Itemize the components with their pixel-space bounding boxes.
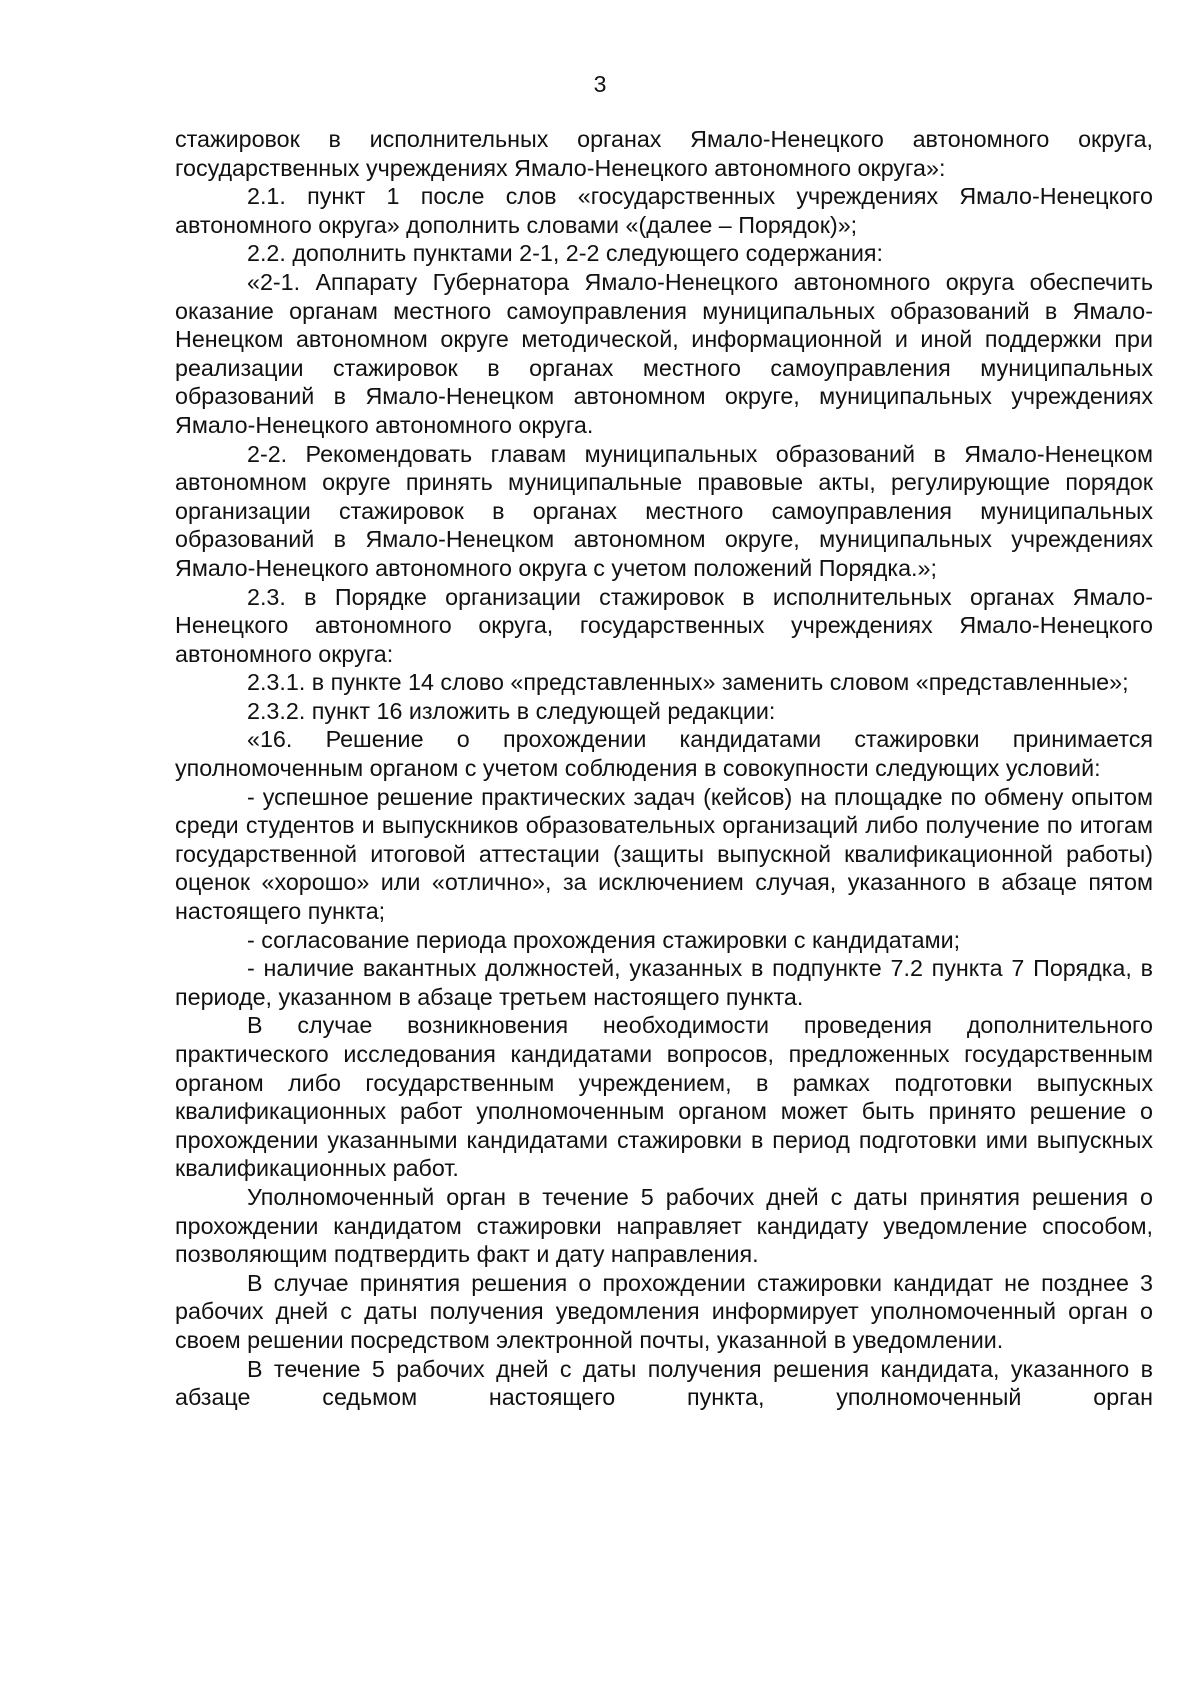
paragraph: 2.3.2. пункт 16 изложить в следующей редакции:: [247, 697, 776, 724]
paragraph: - наличие вакантных должностей, указанных в подпункте 7.2 пункта 7 Порядка, в периоде, указанном в абзаце третьем настоящего пункта.: [175, 955, 1153, 1010]
page-number: 3: [593, 71, 607, 97]
paragraph: 2-2. Рекомендовать главам муниципальных образований в Ямало-Ненецком автономном округе принять муниципальные правовые акты, регулирующие порядок организации стажировок в органах местного самоуправления муниципальных образований в Ямало-Ненецком автономном округе, муниципальных учреждениях Ямало-Ненецкого автономного округа с учетом положений Порядка.»;: [175, 440, 1153, 581]
paragraph: «2-1. Аппарату Губернатора Ямало-Ненецкого автономного округа обеспечить оказание органам местного самоуправления муниципальных образований в Ямало-Ненецком автономном округе методической, информационной и иной поддержки при реализации стажировок в органах местного самоуправления муниципальных образований в Ямало-Ненецком автономном округе, муниципальных учреждениях Ямало-Ненецкого автономного округа.: [175, 268, 1153, 438]
paragraph: - успешное решение практических задач (кейсов) на площадке по обмену опытом среди студентов и выпускников образовательных организаций либо получение по итогам государственной итоговой аттестации (защиты выпускной квалификационной работы) оценок «хорошо» или «отлично», за исключением случая, указанного в абзаце пятом настоящего пункта;: [175, 783, 1153, 925]
paragraph: 2.2. дополнить пунктами 2-1, 2-2 следующего содержания:: [247, 240, 883, 267]
paragraph: 2.1. пункт 1 после слов «государственных учреждениях Ямало-Ненецкого автономного округа» дополнить словами «(далее – Порядок)»;: [175, 183, 1153, 238]
paragraph: Уполномоченный орган в течение 5 рабочих дней с даты принятия решения о прохождении кандидатом стажировки направляет кандидату уведомление способом, позволяющим подтвердить факт и дату направления.: [175, 1183, 1153, 1268]
document-body: [175, 125, 1153, 1412]
paragraph: 2.3.1. в пункте 14 слово «представленных» заменить словом «представленные»;: [247, 669, 1129, 696]
paragraph: «16. Решение о прохождении кандидатами стажировки принимается уполномоченным органом с учетом соблюдения в совокупности следующих условий:: [175, 726, 1153, 782]
paragraph: стажировок в исполнительных органах Ямало-Ненецкого автономного округа, государственных учреждениях Ямало-Ненецкого автономного округа»:: [175, 126, 1153, 181]
paragraph: В случае возникновения необходимости проведения дополнительного практического исследования кандидатами вопросов, предложенных государственным органом либо государственным учреждением, в рамках подготовки выпускных квалификационных работ уполномоченным органом может быть принято решение о прохождении указанными кандидатами стажировки в период подготовки ими выпускных квалификационных работ.: [175, 1012, 1153, 1182]
paragraph: В течение 5 рабочих дней с даты получения решения кандидата, указанного в абзаце седьмом настоящего пункта, уполномоченный орган: [175, 1355, 1153, 1411]
paragraph: В случае принятия решения о прохождении стажировки кандидат не позднее 3 рабочих дней с даты получения уведомления информирует уполномоченный орган о своем решении посредством электронной почты, указанной в уведомлении.: [175, 1269, 1153, 1353]
paragraph: 2.3. в Порядке организации стажировок в исполнительных органах Ямало-Ненецкого автономного округа, государственных учреждениях Ямало-Ненецкого автономного округа:: [175, 583, 1153, 667]
paragraph: - согласование периода прохождения стажировки с кандидатами;: [247, 926, 961, 953]
